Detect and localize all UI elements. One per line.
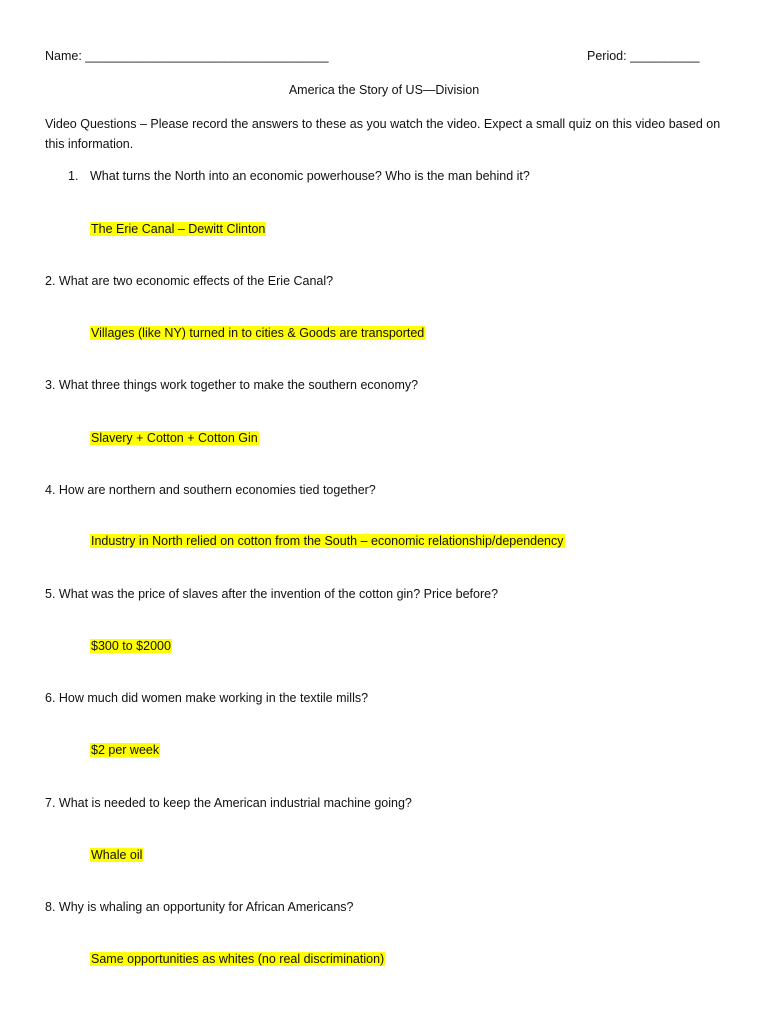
answer-highlight: $300 to $2000 — [91, 639, 171, 653]
answer-highlight: Industry in North relied on cotton from the South – economic relationship/dependency — [91, 534, 564, 548]
answer-text — [90, 742, 160, 758]
answer-highlight: Slavery + Cotton + Cotton Gin — [91, 431, 258, 445]
answer-text — [90, 325, 425, 341]
answer-text — [90, 847, 143, 863]
question-text: 4. How are northern and southern economies tied together? — [45, 483, 376, 497]
name-field-label: Name: ___________________________________ — [45, 49, 329, 63]
instructions-line-2: this information. — [45, 137, 134, 151]
question-text: 2. What are two economic effects of the Erie Canal? — [45, 274, 334, 288]
period-field-label: Period: __________ — [587, 49, 700, 63]
answer-highlight: Same opportunities as whites (no real discrimination) — [91, 952, 385, 966]
answer-highlight: Villages (like NY) turned in to cities & Goods are transported — [91, 326, 425, 340]
worksheet-title: America the Story of US—Division — [288, 83, 480, 97]
question-text: 6. How much did women make working in the textile mills? — [45, 691, 369, 705]
answer-highlight: $2 per week — [91, 743, 160, 757]
answer-text — [90, 533, 565, 549]
question-text: 3. What three things work together to make the southern economy? — [45, 378, 419, 392]
answer-text — [90, 430, 259, 446]
question-number: 1. — [68, 169, 79, 183]
question-text: 5. What was the price of slaves after the invention of the cotton gin? Price before? — [45, 587, 499, 601]
question-text: What turns the North into an economic powerhouse? Who is the man behind it? — [90, 169, 530, 183]
answer-highlight: The Erie Canal – Dewitt Clinton — [91, 222, 266, 236]
answer-highlight: Whale oil — [91, 848, 143, 862]
question-text: 7. What is needed to keep the American industrial machine going? — [45, 796, 412, 810]
answer-text — [90, 951, 385, 967]
question-text: 8. Why is whaling an opportunity for African Americans? — [45, 900, 354, 914]
answer-text — [90, 638, 172, 654]
answer-text — [90, 221, 266, 237]
instructions-line-1: Video Questions – Please record the answers to these as you watch the video. Expect a small quiz on this video based on — [45, 117, 721, 131]
